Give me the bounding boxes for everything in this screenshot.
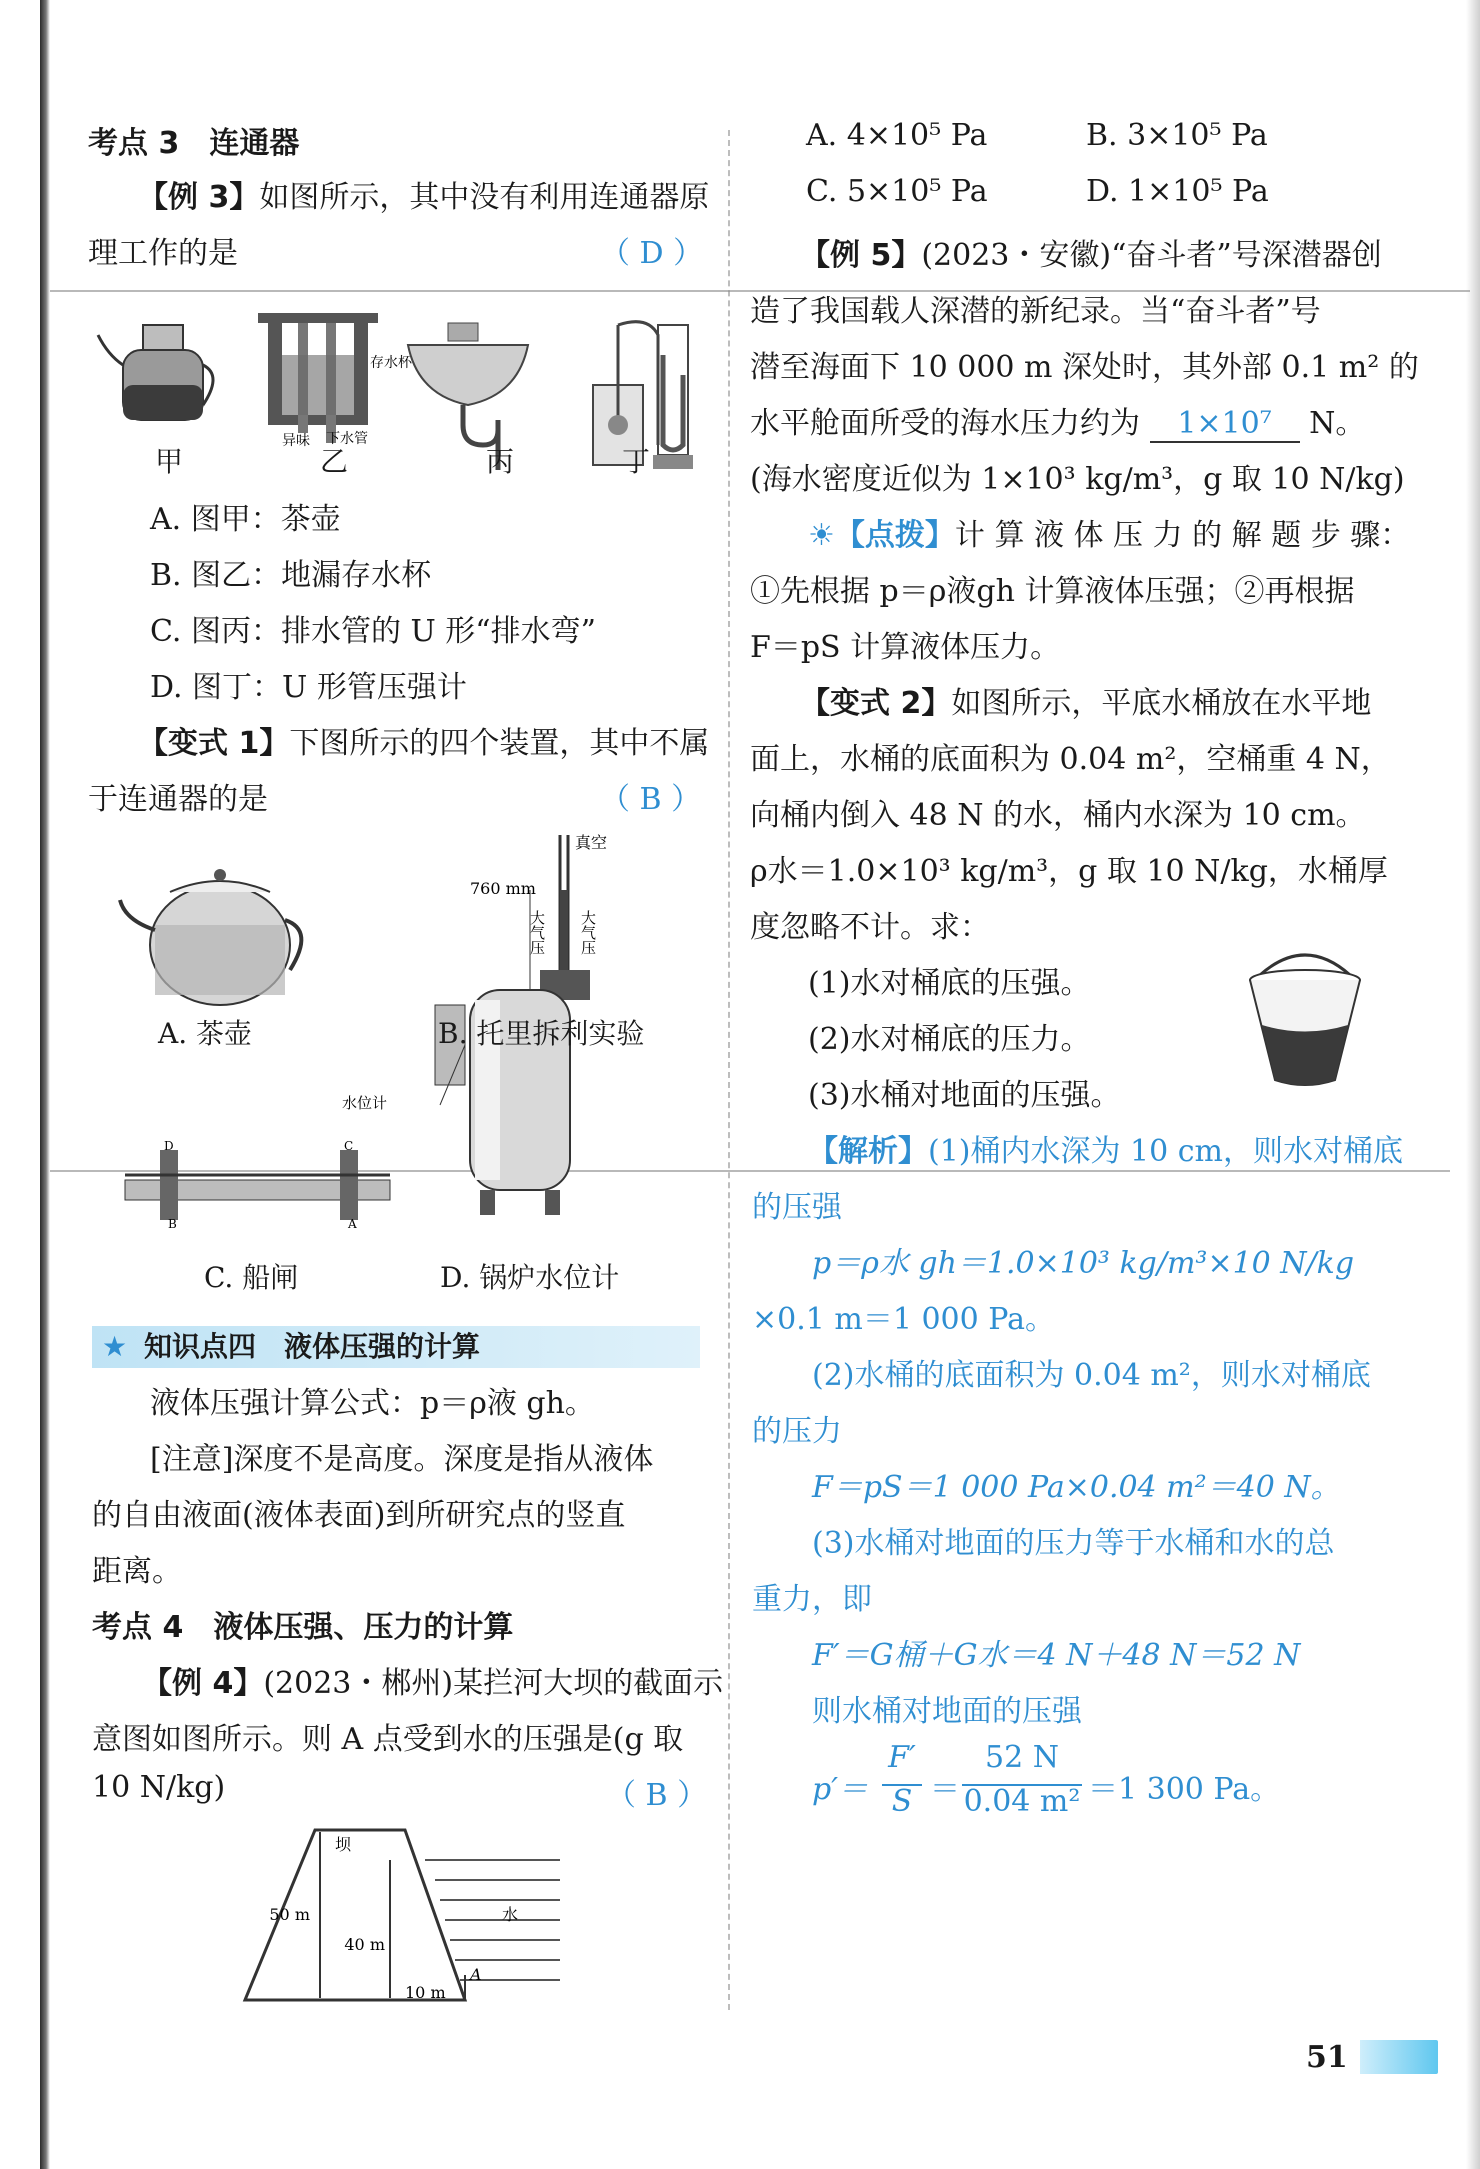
tip-tag: 【点拨】: [834, 518, 955, 553]
example3-option-a: A. 图甲：茶壶: [150, 502, 341, 537]
page-right-edge: [1466, 0, 1480, 2169]
caption-a-teapot: A. 茶壶: [158, 1017, 253, 1050]
svg-text:存水杯: 存水杯: [370, 355, 412, 371]
example4-answer: （ B ）: [606, 1778, 708, 1813]
example5-tag: 【例 5】: [800, 238, 922, 273]
solution-line6: 的压力: [752, 1414, 842, 1449]
example5-line1: [800, 230, 1382, 274]
note-line-2: 的自由液面(液体表面)到所研究点的竖直: [92, 1498, 626, 1533]
svg-text:水位计: 水位计: [342, 1094, 388, 1112]
tip-line3: F＝pS 计算液体压力。: [750, 630, 1061, 665]
variant2-text-3: 向桶内倒入 48 N 的水，桶内水深为 10 cm。: [750, 798, 1366, 833]
page-binding-edge: [40, 0, 50, 2169]
svg-text:坝: 坝: [335, 1835, 352, 1854]
fraction2-numerator: 52 N: [985, 1740, 1059, 1775]
example4-line1: [142, 1658, 723, 1702]
example5-text-4a: 水平舱面所受的海水压力约为: [750, 406, 1140, 441]
lightbulb-icon: ☀: [808, 518, 835, 553]
example4-text: (2023・郴州)某拦河大坝的截面示: [263, 1666, 724, 1701]
solution-line11: 则水桶对地面的压强: [812, 1694, 1082, 1729]
solution-line1: [808, 1126, 1403, 1170]
example3-text: 如图所示，其中没有利用连通器原: [259, 180, 710, 215]
dam-figure: [240, 1820, 570, 2010]
example3-answer: （ D ）: [600, 236, 704, 271]
fraction-lhs: p′＝: [812, 1772, 869, 1807]
solution-line4: ×0.1 m＝1 000 Pa。: [752, 1302, 1055, 1337]
variant2-text-2: 面上，水桶的底面积为 0.04 m²，空桶重 4 N，: [750, 742, 1391, 777]
svg-text:D: D: [164, 1139, 174, 1153]
caption-d-boiler: D. 锅炉水位计: [440, 1261, 620, 1294]
variant1-line1: [138, 718, 709, 762]
svg-text:真空: 真空: [575, 833, 608, 852]
example5-text-2: 造了我国载人深潜的新纪录。当“奋斗者”号: [750, 294, 1321, 329]
fraction1-denominator: S: [891, 1784, 913, 1819]
example5-text-5: (海水密度近似为 1×10³ kg/m³，g 取 10 N/kg): [750, 462, 1405, 497]
caption-b-torricelli: B. 托里拆利实验: [438, 1017, 645, 1050]
example3-tag: 【例 3】: [138, 180, 260, 215]
example5-blank-answer: 1×10⁷: [1150, 406, 1300, 443]
solution-line10: F′＝G桶＋G水＝4 N＋48 N＝52 N: [812, 1638, 1301, 1673]
example3-line1: [138, 172, 709, 216]
variant1-tag: 【变式 1】: [138, 726, 290, 761]
knowledge-point-bar: [92, 1326, 700, 1368]
figure-label-yi: 乙: [320, 445, 349, 478]
variant2-line1: [800, 678, 1371, 722]
variant2-text-4: ρ水＝1.0×10³ kg/m³，g 取 10 N/kg，水桶厚: [750, 854, 1388, 889]
example4-option-d: D. 1×10⁵ Pa: [1086, 174, 1269, 209]
teapot-drawing: [120, 869, 301, 1005]
svg-text:异味: 异味: [282, 433, 310, 449]
tip-text: 计 算 液 体 压 力 的 解 题 步 骤：: [954, 518, 1411, 553]
example3-text-2: 理工作的是: [88, 236, 238, 271]
example4-tag: 【例 4】: [142, 1666, 264, 1701]
example3-option-d: D. 图丁：U 形管压强计: [150, 670, 467, 705]
example3-option-b: B. 图乙：地漏存水杯: [150, 558, 432, 593]
svg-text:水: 水: [502, 1905, 519, 1924]
variant1-text: 下图所示的四个装置，其中不属: [289, 726, 710, 761]
note-line-1: [注意]深度不是高度。深度是指从液体: [150, 1442, 654, 1477]
kaodian4-title: 考点 4 液体压强、压力的计算: [92, 1610, 514, 1645]
variant2-text: 如图所示，平底水桶放在水平地: [951, 686, 1372, 721]
svg-text:C: C: [344, 1139, 354, 1153]
variant2-question-1: (1)水对桶底的压强。: [808, 966, 1091, 1001]
svg-text:50 m: 50 m: [269, 1905, 310, 1924]
tip-line1: [808, 510, 1410, 554]
solution-line9: 重力，即: [752, 1582, 872, 1617]
solution-text: (1)桶内水深为 10 cm，则水对桶底: [928, 1134, 1403, 1169]
fraction2-denominator: 0.04 m²: [963, 1784, 1081, 1819]
example5-text-4: [750, 398, 1365, 443]
example4-text-2: 意图如图所示。则 A 点受到水的压强是(g 取: [92, 1722, 684, 1757]
page-number-tab: [1360, 2040, 1438, 2074]
svg-text:A: A: [348, 1217, 357, 1231]
kaodian3-title: 考点 3 连通器: [88, 126, 300, 161]
variant2-tag: 【变式 2】: [800, 686, 952, 721]
variant2-question-3: (3)水桶对地面的压强。: [808, 1078, 1121, 1113]
example5-text-3: 潜至海面下 10 000 m 深处时，其外部 0.1 m² 的: [750, 350, 1419, 385]
variant1-answer: （ B ）: [600, 782, 702, 817]
example4-option-c: C. 5×10⁵ Pa: [806, 174, 988, 209]
example4-text-3: 10 N/kg): [92, 1770, 226, 1805]
svg-text:A: A: [470, 1965, 482, 1984]
fraction-rhs: ＝1 300 Pa。: [1088, 1772, 1281, 1807]
fraction-equals: ＝: [930, 1772, 960, 1807]
svg-text:40 m: 40 m: [344, 1935, 385, 1954]
note-line-3: 距离。: [92, 1554, 182, 1589]
fraction1-numerator: F′: [888, 1740, 916, 1775]
torricelli-drawing: [470, 833, 607, 1000]
teapot-drawing: [98, 325, 213, 420]
solution-line8: (3)水桶对地面的压力等于水桶和水的总: [812, 1526, 1335, 1561]
floor-drain-drawing: [258, 313, 413, 449]
caption-c-ship-lock: C. 船闸: [204, 1261, 299, 1294]
solution-line7: F＝pS＝1 000 Pa×0.04 m²＝40 N。: [812, 1470, 1341, 1505]
example4-option-a: A. 4×10⁵ Pa: [806, 118, 988, 153]
svg-text:10 m: 10 m: [405, 1983, 446, 2002]
solution-tag: 【解析】: [808, 1134, 928, 1169]
column-divider: [728, 130, 730, 2010]
knowledge-point-title: 知识点四 液体压强的计算: [144, 1330, 481, 1363]
solution-line3: p＝ρ水 gh＝1.0×10³ kg/m³×10 N/kg: [812, 1246, 1355, 1281]
variant2-question-2: (2)水对桶底的压力。: [808, 1022, 1091, 1057]
svg-text:760 mm: 760 mm: [470, 879, 536, 898]
figure-label-ding: 丁: [622, 445, 651, 478]
example5-text: (2023・安徽)“奋斗者”号深潜器创: [921, 238, 1382, 273]
formula-line: 液体压强计算公式：p＝ρ液 gh。: [150, 1386, 595, 1421]
figure-label-bing: 丙: [486, 445, 515, 478]
star-icon: ★: [102, 1330, 128, 1363]
page-number: 51: [1306, 2040, 1348, 2075]
variant1-text-2: 于连通器的是: [88, 782, 268, 817]
svg-text:下水管: 下水管: [326, 431, 368, 447]
tip-line2: ①先根据 p＝ρ液gh 计算液体压强；②再根据: [750, 574, 1355, 609]
svg-text:大气压: 大气压: [528, 910, 546, 955]
figure-label-jia: 甲: [155, 445, 184, 478]
solution-line2: 的压强: [752, 1190, 842, 1225]
svg-text:大气压: 大气压: [579, 910, 597, 955]
example3-option-c: C. 图丙：排水管的 U 形“排水弯”: [150, 614, 596, 649]
solution-line5: (2)水桶的底面积为 0.04 m²，则水对桶底: [812, 1358, 1371, 1393]
svg-text:B: B: [168, 1217, 177, 1231]
example5-text-4b: N。: [1309, 406, 1366, 441]
bucket-drawing: [1240, 950, 1370, 1100]
example4-option-b: B. 3×10⁵ Pa: [1086, 118, 1268, 153]
ship-lock-drawing: [125, 1139, 390, 1231]
variant2-text-5: 度忽略不计。求：: [750, 910, 990, 945]
